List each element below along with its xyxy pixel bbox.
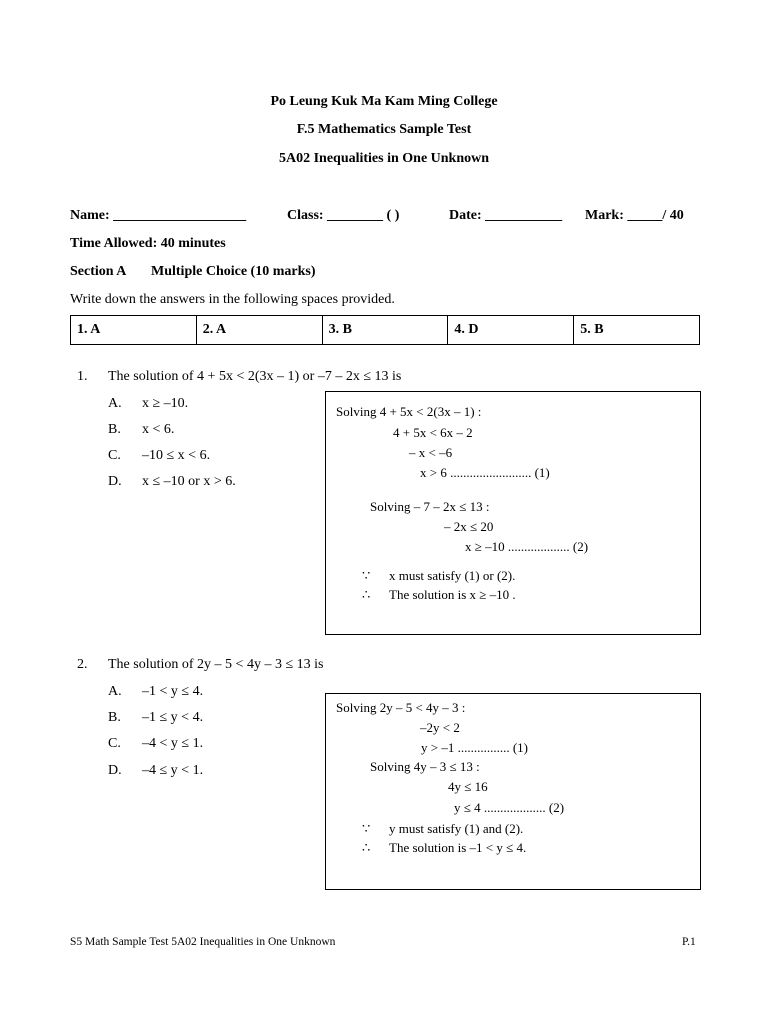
- class-field: Class: ________ ( ): [287, 208, 400, 223]
- table-row: [71, 316, 700, 345]
- option-text: –10 ≤ x < 6.: [142, 448, 211, 463]
- option-letter: B.: [108, 710, 121, 725]
- solution-line: Solving – 7 – 2x ≤ 13 :: [370, 499, 490, 514]
- solution-line: y > –1 ................ (1): [421, 740, 528, 755]
- answer-cell: 5. B: [574, 316, 700, 345]
- answer-table: [70, 315, 700, 345]
- solution-line: x ≥ –10 ................... (2): [465, 539, 589, 554]
- solution-line: – x < –6: [409, 445, 453, 460]
- option-letter: D.: [108, 763, 122, 778]
- instruction: Write down the answers in the following spaces provided.: [70, 292, 395, 307]
- option-letter: B.: [108, 422, 121, 437]
- option-letter: A.: [108, 684, 122, 699]
- answer-cell: 3. B: [322, 316, 448, 345]
- answer-cell: 1. A: [71, 316, 197, 345]
- solution-line: 4y ≤ 16: [448, 779, 488, 794]
- solution-box: [325, 693, 701, 890]
- solution-line: Solving 4y – 3 ≤ 13 :: [370, 759, 480, 774]
- option-text: x ≤ –10 or x > 6.: [142, 474, 236, 489]
- because-symbol: ∵: [362, 821, 371, 836]
- solution-line: Solving 4 + 5x < 2(3x – 1) :: [336, 404, 482, 419]
- page-number: P.1: [682, 936, 696, 948]
- because-symbol: ∵: [362, 568, 371, 583]
- footer-left: S5 Math Sample Test 5A02 Inequalities in One Unknown: [70, 936, 336, 948]
- question-number: 1.: [77, 369, 88, 384]
- school-name: Po Leung Kuk Ma Kam Ming College: [270, 94, 498, 109]
- option-text: x ≥ –10.: [142, 396, 189, 411]
- solution-line: – 2x ≤ 20: [444, 519, 494, 534]
- option-text: –1 < y ≤ 4.: [142, 684, 204, 699]
- name-field: Name: ___________________: [70, 208, 247, 223]
- because-line: y must satisfy (1) and (2).: [389, 821, 524, 836]
- test-title: F.5 Mathematics Sample Test: [296, 122, 472, 137]
- question-stem: The solution of 2y – 5 < 4y – 3 ≤ 13 is: [108, 657, 324, 672]
- topic-title: 5A02 Inequalities in One Unknown: [278, 151, 490, 166]
- option-text: –4 < y ≤ 1.: [142, 736, 204, 751]
- because-line: x must satisfy (1) or (2).: [389, 568, 516, 583]
- therefore-line: The solution is –1 < y ≤ 4.: [389, 840, 527, 855]
- date-field: Date: ___________: [449, 208, 563, 223]
- solution-line: 4 + 5x < 6x – 2: [393, 425, 473, 440]
- option-text: x < 6.: [142, 422, 175, 437]
- therefore-line: The solution is x ≥ –10 .: [389, 587, 516, 602]
- therefore-symbol: ∴: [362, 587, 371, 602]
- option-letter: D.: [108, 474, 122, 489]
- section-label: Section A: [70, 264, 127, 279]
- time-allowed: Time Allowed: 40 minutes: [70, 236, 226, 251]
- option-text: –4 ≤ y < 1.: [142, 763, 204, 778]
- question-number: 2.: [77, 657, 88, 672]
- solution-line: x > 6 ......................... (1): [420, 465, 550, 480]
- option-text: –1 ≤ y < 4.: [142, 710, 204, 725]
- mark-field: Mark: _____/ 40: [585, 208, 684, 223]
- question-stem: The solution of 4 + 5x < 2(3x – 1) or –7 – 2x ≤ 13 is: [108, 369, 402, 384]
- answer-cell: 2. A: [196, 316, 322, 345]
- solution-line: y ≤ 4 ................... (2): [454, 800, 565, 815]
- solution-line: Solving 2y – 5 < 4y – 3 :: [336, 700, 466, 715]
- option-letter: C.: [108, 448, 121, 463]
- answer-cell: 4. D: [448, 316, 574, 345]
- solution-line: –2y < 2: [420, 720, 460, 735]
- option-letter: A.: [108, 396, 122, 411]
- therefore-symbol: ∴: [362, 840, 371, 855]
- solution-box: [325, 391, 701, 635]
- section-title: Multiple Choice (10 marks): [151, 264, 316, 279]
- option-letter: C.: [108, 736, 121, 751]
